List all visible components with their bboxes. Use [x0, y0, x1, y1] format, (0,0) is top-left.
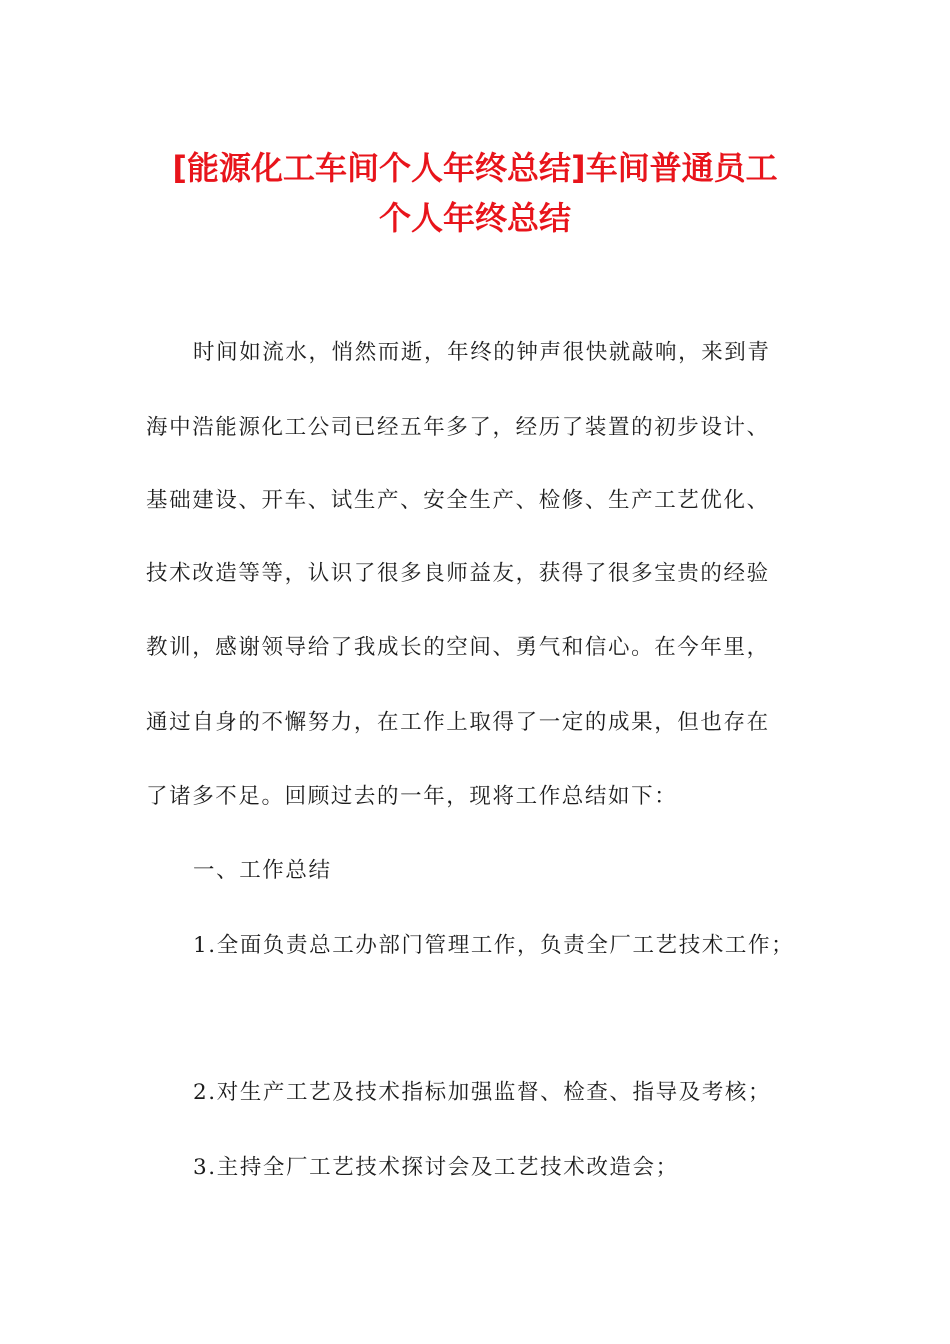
intro-line-3: 基础建设、开车、试生产、安全生产、检修、生产工艺优化、: [146, 488, 770, 513]
list-item-1: 1.全面负责总工办部门管理工作，负责全厂工艺技术工作；: [193, 933, 795, 958]
intro-line-6: 通过自身的不懈努力，在工作上取得了一定的成果，但也存在: [146, 710, 770, 735]
title-line-2: 个人年终总结: [378, 199, 571, 237]
intro-line-7: 了诸多不足。回顾过去的一年，现将工作总结如下：: [146, 784, 678, 809]
list-item-2: 2.对生产工艺及技术指标加强监督、检查、指导及考核；: [193, 1080, 772, 1105]
title-line-1: [能源化工车间个人年终总结]车间普通员工: [172, 149, 778, 187]
intro-line-4: 技术改造等等，认识了很多良师益友，获得了很多宝贵的经验: [146, 561, 770, 586]
intro-line-2: 海中浩能源化工公司已经五年多了，经历了装置的初步设计、: [146, 415, 770, 440]
intro-line-5: 教训，感谢领导给了我成长的空间、勇气和信心。在今年里，: [146, 635, 770, 660]
intro-line-1: 时间如流水，悄然而逝，年终的钟声很快就敲响，来到青: [193, 340, 771, 365]
list-item-3: 3.主持全厂工艺技术探讨会及工艺技术改造会；: [193, 1155, 679, 1180]
section-heading: 一、工作总结: [193, 858, 332, 883]
